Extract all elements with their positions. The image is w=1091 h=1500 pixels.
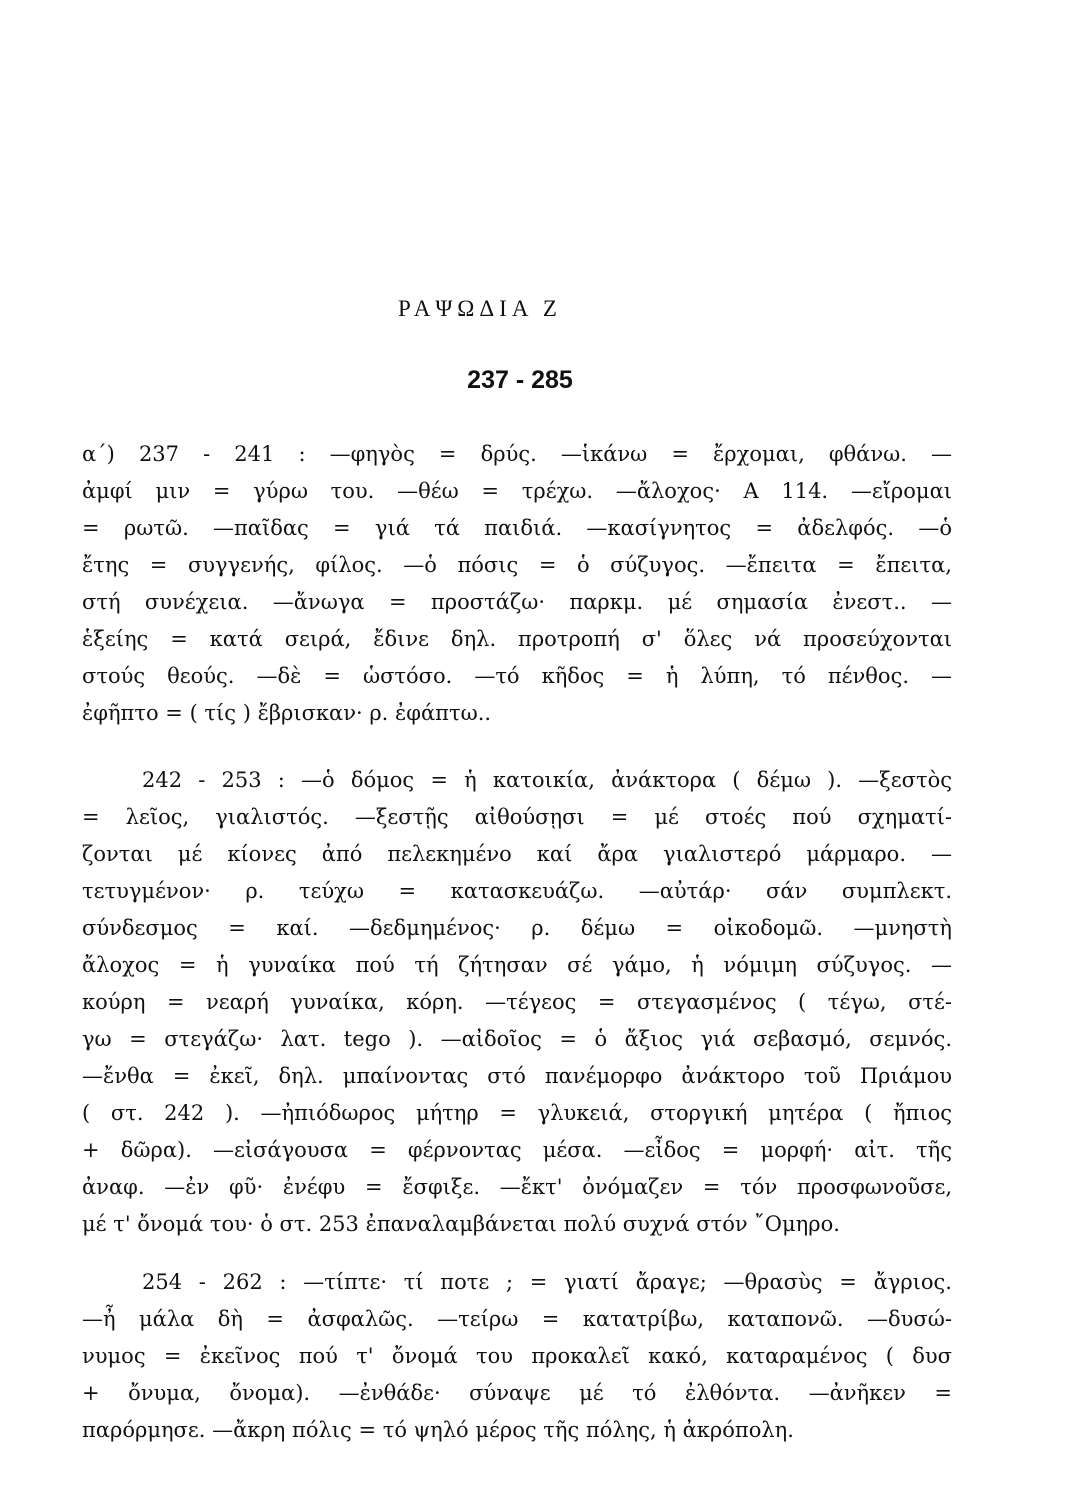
text-line: α΄) 237 - 241 : —φηγὸς = δρύς. —ἱκάνω = ἔρχομαι, φθάνω. — xyxy=(82,442,952,466)
text-line: τετυγμένον· ρ. τεύχω = κατασκευάζω. —αὐτάρ· σάν συμπλεκτ. xyxy=(82,879,952,903)
verse-range: 237 - 285 xyxy=(467,366,573,394)
text-line: σύνδεσμος = καί. —δεδμημένος· ρ. δέμω = οἰκοδομῶ. —μνηστὴ xyxy=(82,916,952,940)
text-line: μέ τ' ὄνομά του· ὁ στ. 253 ἐπαναλαμβάνεται πολύ συχνά στόν ῎Ομηρο. xyxy=(82,1212,840,1236)
commentary-section-1 xyxy=(82,436,952,732)
rhapsody-title: ΡΑΨΩΔΙΑ Ζ xyxy=(398,296,562,321)
text-line: = λεῖος, γιαλιστός. —ξεστῇς αἰθούσῃσι = μέ στοές πού σχηματί- xyxy=(82,805,952,829)
text-line: παρόρμησε. —ἄκρη πόλις = τό ψηλό μέρος τῆς πόλης, ἡ ἀκρόπολη. xyxy=(82,1418,794,1442)
text-line: ἐφῆπτο = ( τίς ) ἔβρισκαν· ρ. ἐφάπτω.. xyxy=(82,701,492,725)
commentary-section-2 xyxy=(82,762,952,1243)
text-line: ἀναφ. —ἐν φῦ· ἐνέφυ = ἔσφιξε. —ἔκτ' ὀνόμαζεν = τόν προσφωνοῦσε, xyxy=(82,1175,952,1199)
text-line: ἔτης = συγγενής, φίλος. —ὁ πόσις = ὁ σύζυγος. —ἔπειτα = ἔπειτα, xyxy=(82,553,952,577)
text-line: στούς θεούς. —δὲ = ὡστόσο. —τό κῆδος = ἡ λύπη, τό πένθος. — xyxy=(82,664,952,688)
text-line: ἑξείης = κατά σειρά, ἔδινε δηλ. προτροπή σ' ὅλες νά προσεύχονται xyxy=(82,627,952,651)
commentary-section-3 xyxy=(82,1264,952,1449)
text-line: νυμος = ἐκεῖνος πού τ' ὄνομά του προκαλεῖ κακό, καταραμένος ( δυσ xyxy=(82,1344,952,1368)
text-line: —ἔνθα = ἐκεῖ, δηλ. μπαίνοντας στό πανέμορφο ἀνάκτορο τοῦ Πριάμου xyxy=(82,1064,952,1088)
text-line: 254 - 262 : —τίπτε· τί ποτε ; = γιατί ἄραγε; —θρασὺς = ἄγριος. xyxy=(142,1270,952,1294)
text-line: στή συνέχεια. —ἄνωγα = προστάζω· παρκμ. μέ σημασία ἐνεστ.. — xyxy=(82,590,952,614)
text-line: ( στ. 242 ). —ἠπιόδωρος μήτηρ = γλυκειά, στοργική μητέρα ( ἤπιος xyxy=(82,1101,952,1125)
text-line: κούρη = νεαρή γυναίκα, κόρη. —τέγεος = στεγασμένος ( τέγω, στέ- xyxy=(82,990,952,1014)
text-line: ἀμφί μιν = γύρω του. —θέω = τρέχω. —ἄλοχος· Α 114. —εἴρομαι xyxy=(82,479,952,503)
text-line: = ρωτῶ. —παῖδας = γιά τά παιδιά. —κασίγνητος = ἀδελφός. —ὁ xyxy=(82,516,952,540)
text-line: —ἦ μάλα δὴ = ἀσφαλῶς. —τείρω = κατατρίβω, καταπονῶ. —δυσώ- xyxy=(82,1307,952,1331)
text-line: + ὄνυμα, ὄνομα). —ἐνθάδε· σύναψε μέ τό ἐλθόντα. —ἀνῆκεν = xyxy=(82,1381,952,1405)
text-line: 242 - 253 : —ὁ δόμος = ἡ κατοικία, ἀνάκτορα ( δέμω ). —ξεστὸς xyxy=(142,768,952,792)
text-line: γω = στεγάζω· λατ. tego ). —αἰδοῖος = ὁ ἄξιος γιά σεβασμό, σεμνός. xyxy=(82,1027,952,1051)
text-line: + δῶρα). —εἰσάγουσα = φέρνοντας μέσα. —εἶδος = μορφή· αἰτ. τῆς xyxy=(82,1138,952,1162)
text-line: ἄλοχος = ἡ γυναίκα πού τή ζήτησαν σέ γάμο, ἡ νόμιμη σύζυγος. — xyxy=(82,953,952,977)
text-line: ζονται μέ κίονες ἀπό πελεκημένο καί ἄρα γιαλιστερό μάρμαρο. — xyxy=(82,842,952,866)
